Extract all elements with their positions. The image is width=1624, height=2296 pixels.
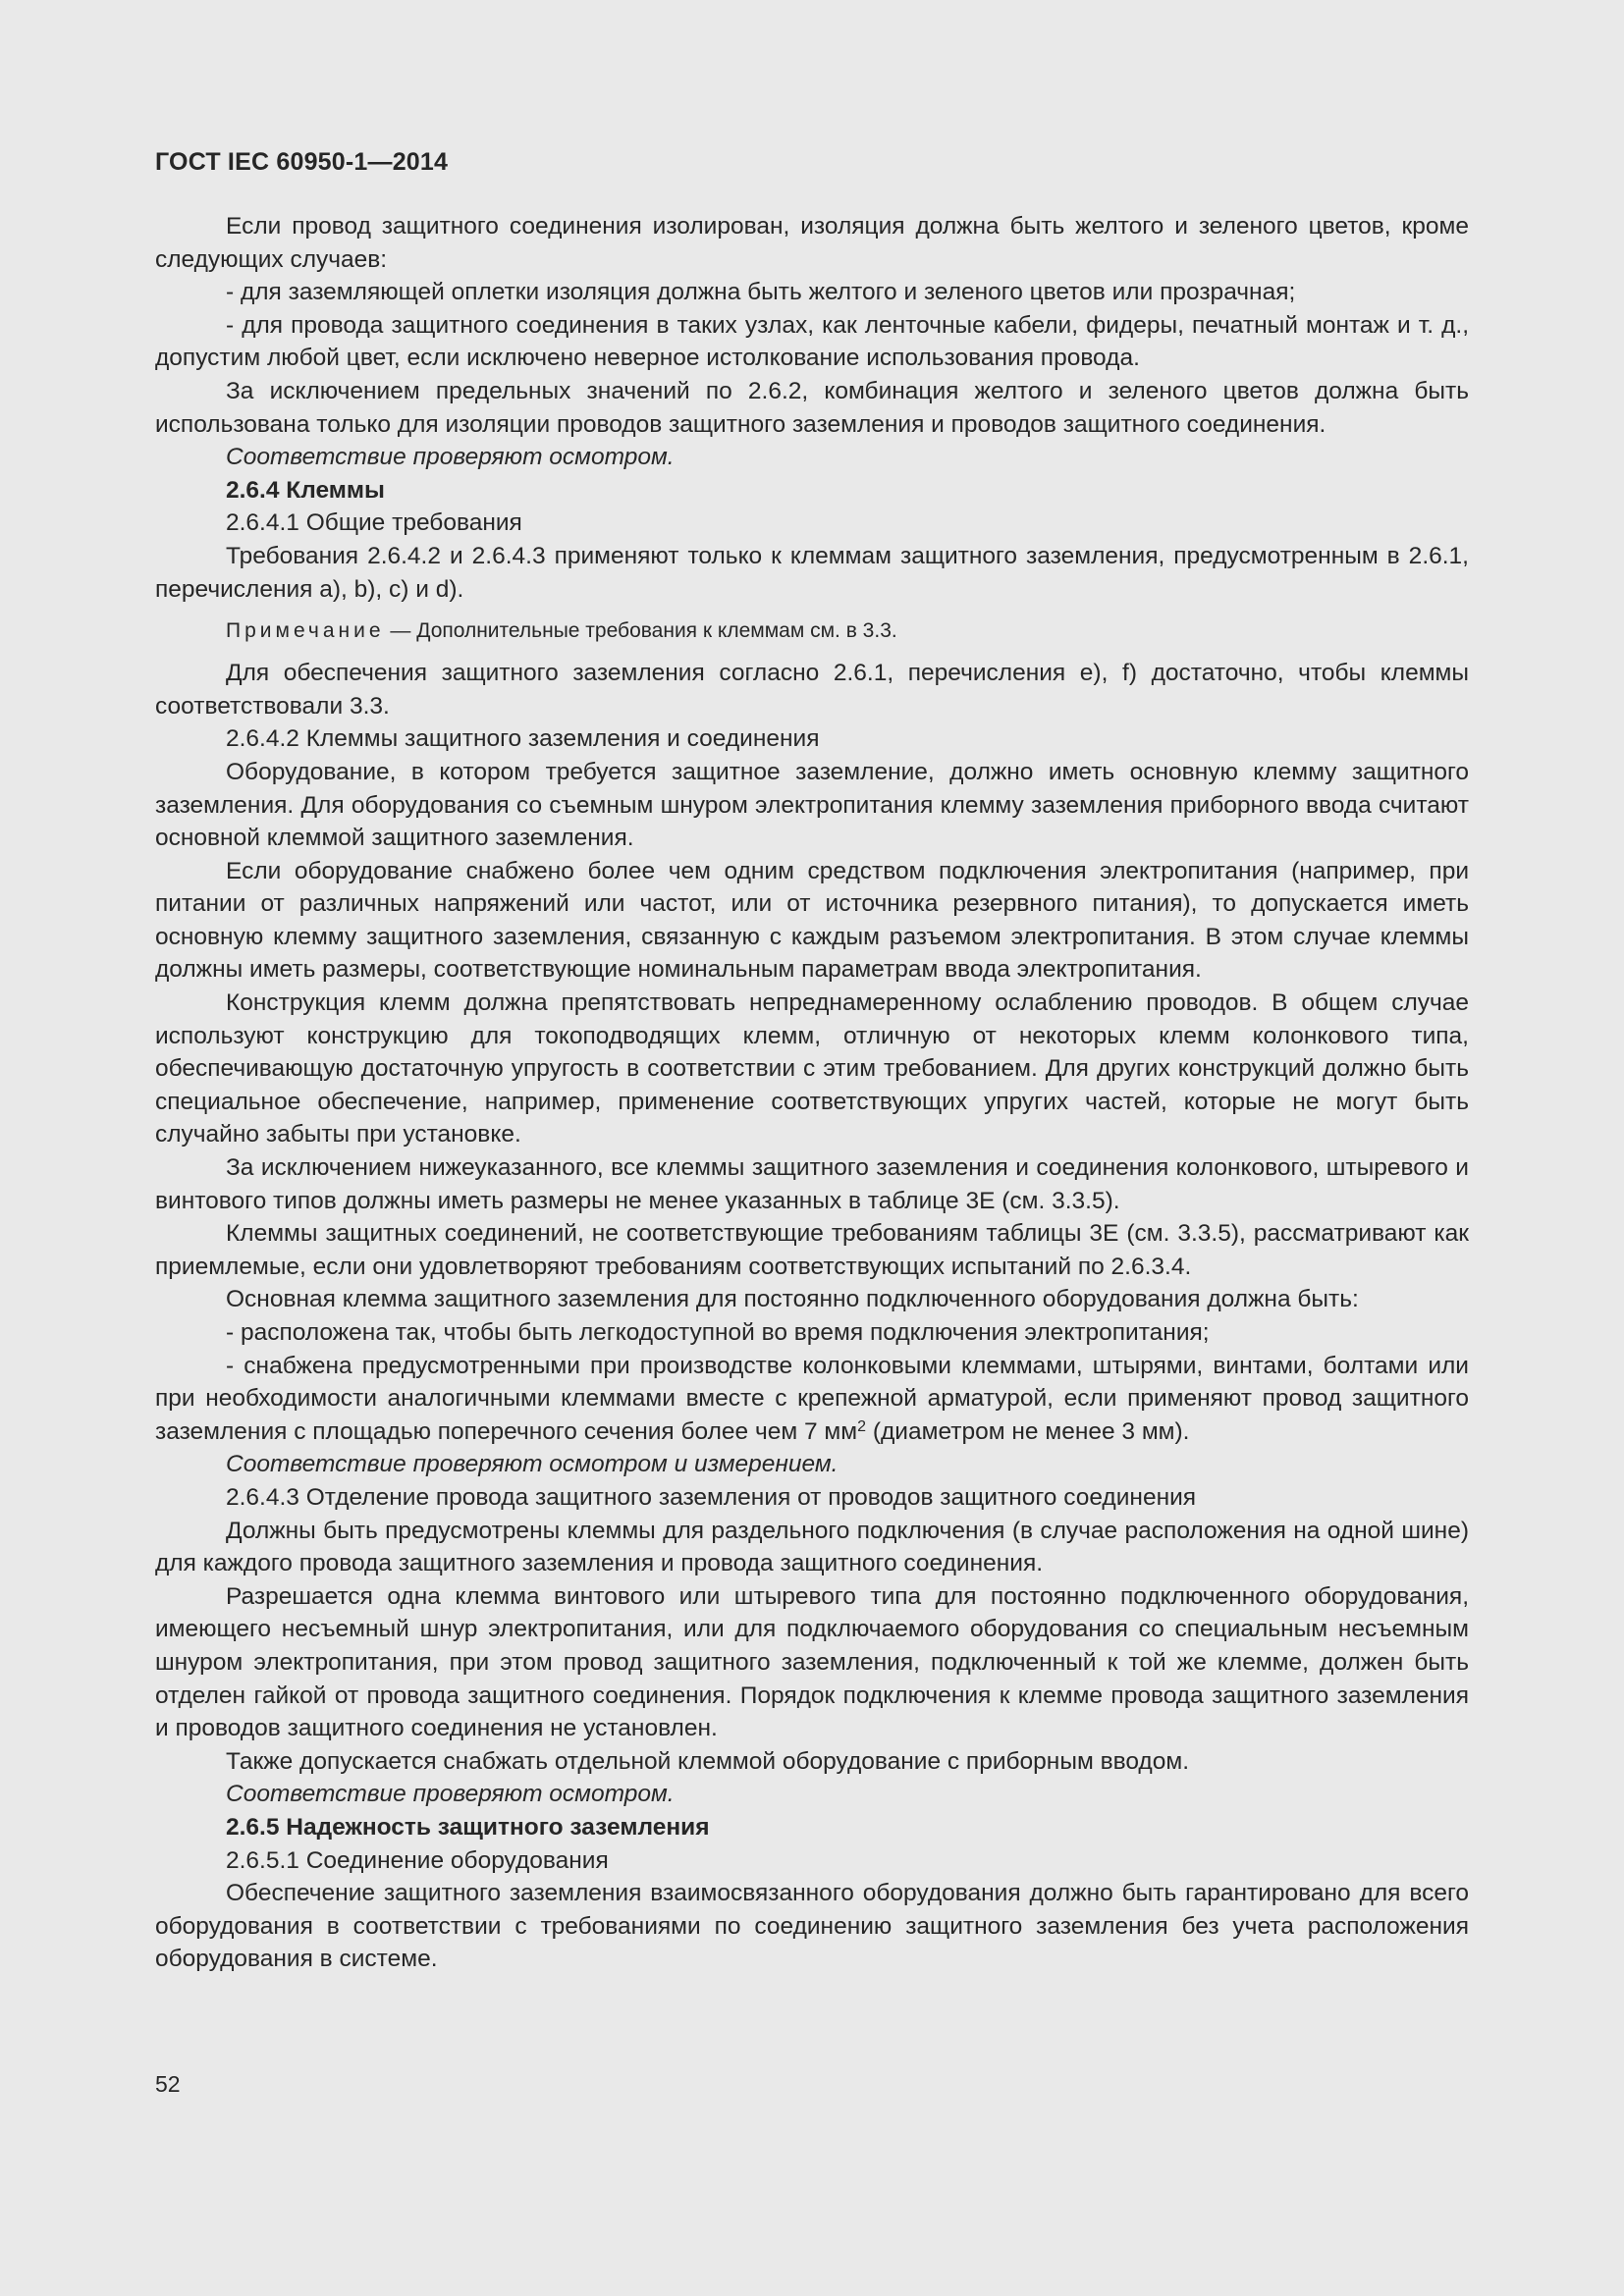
page-number: 52 — [155, 2071, 181, 2097]
document-page — [155, 145, 1469, 1976]
paragraph-permanent-equipment: Основная клемма защитного заземления для постоянно подключенного оборудования должна быть: — [226, 1286, 1359, 1313]
paragraph-separate-terminals: Должны быть предусмотрены клеммы для раздельного подключения (в случае расположения на одной шине) для каждого провода защитного заземления и провода защитного соединения. — [155, 1517, 1469, 1577]
paragraph-interconnected-equipment: Обеспечение защитного заземления взаимосвязанного оборудования должно быть гарантировано для всего оборудования в соответствии с требованиями по соединению защитного заземления без учета расположения оборудования в системе. — [155, 1880, 1469, 1973]
note-text: — Дополнительные требования к клеммам см. в 3.3. — [384, 619, 897, 643]
list-item-accessible: - расположена так, чтобы быть легкодоступной во время подключения электропитания; — [226, 1319, 1210, 1346]
paragraph-terminal-design: Конструкция клемм должна препятствовать непреднамеренному ослаблению проводов. В общем случае используют конструкцию для токоподводящих клемм, отличную от некоторых клемм колонкового типа, обеспечивающую достаточную упругость в соответствии с этим требованием. Для других конструкций должно быть специальное обеспечение, например, применение соответствующих упругих частей, которые не могут быть случайно забыты при установке. — [155, 989, 1469, 1148]
paragraph-main-terminal: Оборудование, в котором требуется защитное заземление, должно иметь основную клемму защитного заземления. Для оборудования со съемным шнуром электропитания клемму заземления приборного ввода считают основной клеммой защитного заземления. — [155, 758, 1469, 852]
section-heading-2-6-4: 2.6.4 Клеммы — [226, 476, 385, 504]
compliance-statement: Соответствие проверяют осмотром. — [226, 444, 675, 471]
list-item-ribbon-cables: - для провода защитного соединения в таких узлах, как ленточные кабели, фидеры, печатный монтаж и т. д., допустим любой цвет, если исключено неверное истолкование использования провода. — [155, 311, 1469, 372]
document-header: ГОСТ IEC 60950-1—2014 — [155, 148, 449, 176]
paragraph-terminal-sizes: За исключением нижеуказанного, все клеммы защитного заземления и соединения колонкового, штыревого и винтового типов должны иметь размеры не менее указанных в таблице 3Е (см. 3.3.5). — [155, 1154, 1469, 1214]
paragraph-multiple-supply: Если оборудование снабжено более чем одним средством подключения электропитания (например, при питании от различных напряжений или частот, или от источника резервного питания), то допускается иметь основную клемму защитного заземления, связанную с каждым разъемом электропитания. В этом случае клеммы должны иметь размеры, соответствующие номинальным параметрам ввода электропитания. — [155, 857, 1469, 984]
paragraph-requirements-scope: Требования 2.6.4.2 и 2.6.4.3 применяют только к клеммам защитного заземления, предусмотренным в 2.6.1, перечисления a), b), c) и d). — [155, 542, 1469, 603]
paragraph-terminals-3-3: Для обеспечения защитного заземления согласно 2.6.1, перечисления е), f) достаточно, чтобы клеммы соответствовали 3.3. — [155, 660, 1469, 720]
compliance-statement-2: Соответствие проверяют осмотром. — [226, 1781, 675, 1808]
list-item-fittings-text: - снабжена предусмотренными при производстве колонковыми клеммами, штырями, винтами, болтами или при необходимости аналогичными клеммами вместе с крепежной арматурой, если применяют провод защитного заземления с площадью поперечного сечения более чем 7 мм — [155, 1352, 1469, 1445]
list-item-fittings — [155, 1350, 1469, 1449]
subsection-heading-2-6-4-1: 2.6.4.1 Общие требования — [226, 509, 522, 537]
paragraph-yellow-green-combination: За исключением предельных значений по 2.6.2, комбинация желтого и зеленого цветов должна быть использована только для изоляции проводов защитного заземления и проводов защитного соединения. — [155, 377, 1469, 438]
list-item-fittings-tail: (диаметром не менее 3 мм). — [866, 1417, 1190, 1445]
section-heading-2-6-5: 2.6.5 Надежность защитного заземления — [226, 1813, 710, 1841]
list-item-braid: - для заземляющей оплетки изоляция должна быть желтого и зеленого цветов или прозрачная; — [226, 279, 1296, 306]
subsection-heading-2-6-4-2: 2.6.4.2 Клеммы защитного заземления и соединения — [226, 725, 820, 753]
note-label: Примечание — [226, 619, 385, 643]
document-body — [155, 210, 1469, 1976]
compliance-statement-measurement: Соответствие проверяют осмотром и измерением. — [226, 1451, 839, 1478]
paragraph-insulation-color: Если провод защитного соединения изолирован, изоляция должна быть желтого и зеленого цветов, кроме следующих случаев: — [155, 213, 1469, 273]
subsection-heading-2-6-5-1: 2.6.5.1 Соединение оборудования — [226, 1846, 609, 1874]
paragraph-appliance-inlet: Также допускается снабжать отдельной клеммой оборудование с приборным вводом. — [226, 1747, 1190, 1775]
subsection-heading-2-6-4-3: 2.6.4.3 Отделение провода защитного заземления от проводов защитного соединения — [226, 1483, 1197, 1511]
paragraph-bonding-terminals: Клеммы защитных соединений, не соответствующие требованиям таблицы 3Е (см. 3.3.5), рассматривают как приемлемые, если они удовлетворяют требованиям соответствующих испытаний по 2.6.3.4. — [155, 1220, 1469, 1280]
paragraph-single-terminal: Разрешается одна клемма винтового или штыревого типа для постоянно подключенного оборудования, имеющего несъемный шнур электропитания, или для подключаемого оборудования со специальным несъемным шнуром электропитания, при этом провод защитного заземления, подключенный к той же клемме, должен быть отделен гайкой от провода защитного соединения. Порядок подключения к клемме провода защитного заземления и проводов защитного соединения не установлен. — [155, 1582, 1469, 1742]
note — [155, 615, 1469, 647]
superscript-2: 2 — [857, 1417, 867, 1435]
